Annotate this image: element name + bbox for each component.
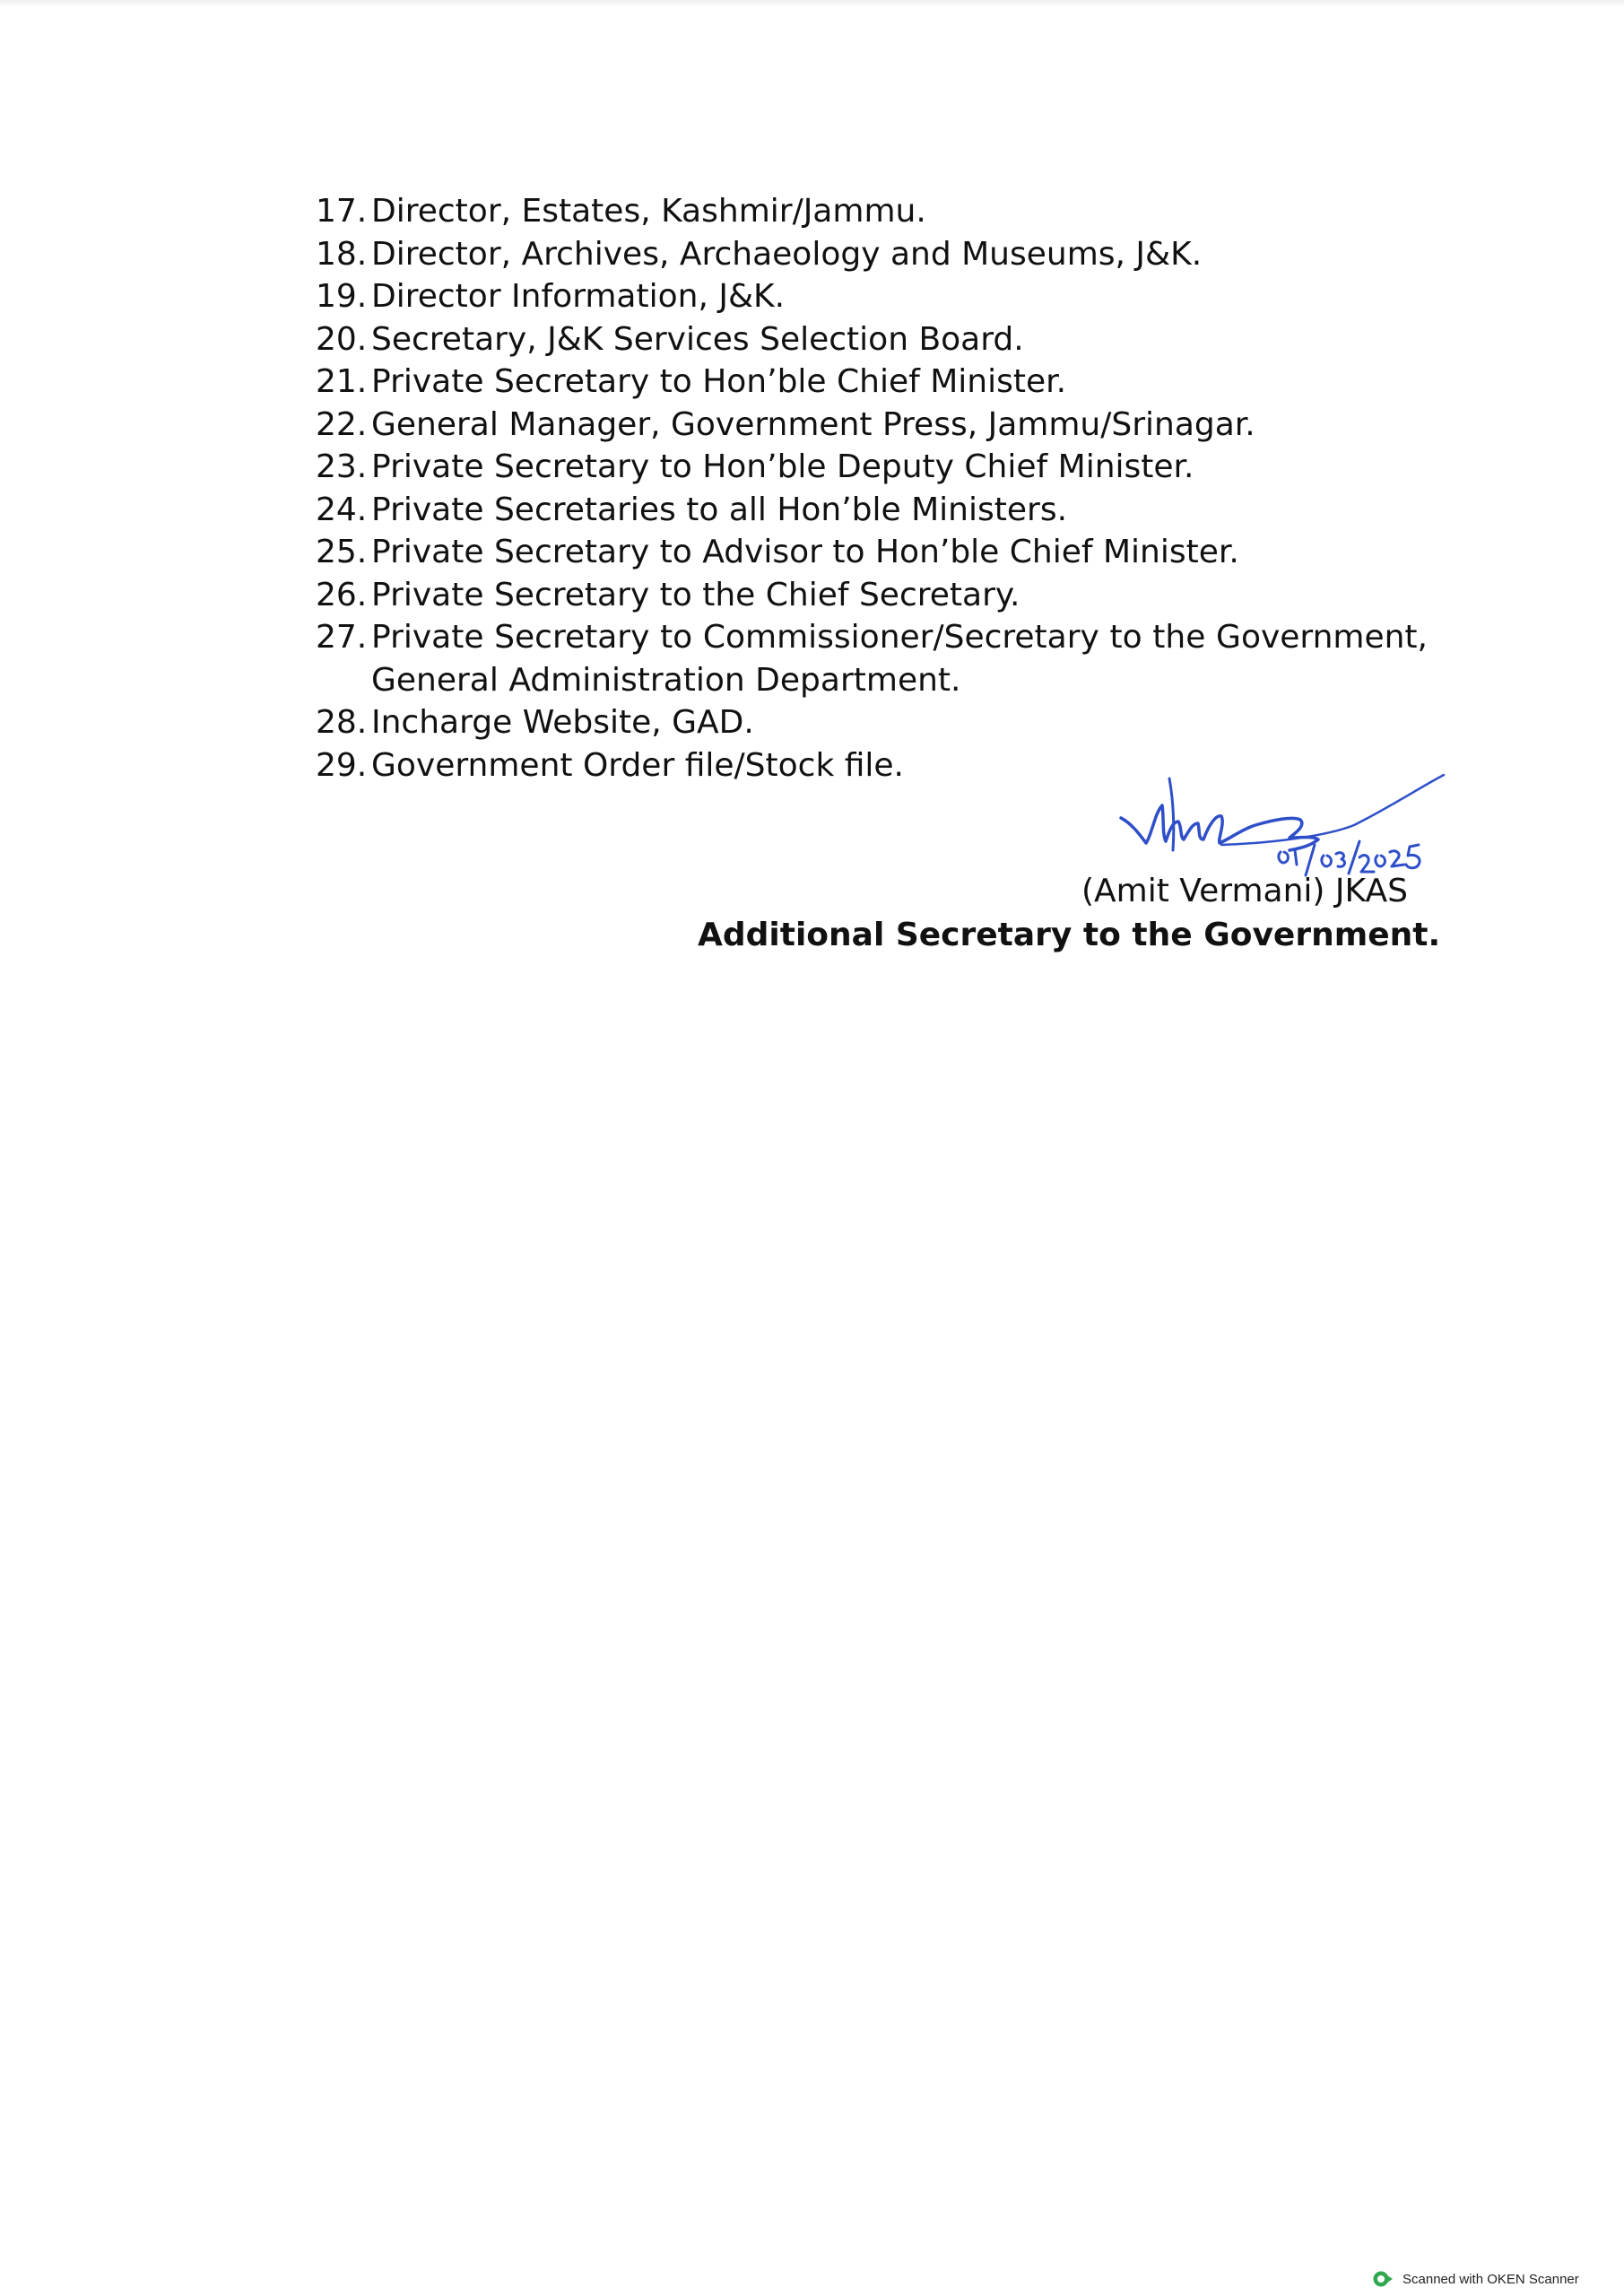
scanner-watermark	[1372, 2269, 1579, 2289]
list-item	[316, 404, 1428, 447]
list-item-number: 24.	[316, 491, 368, 528]
signature-flourish	[1221, 775, 1444, 845]
list-item-text: Secretary, J&K Services Selection Board.	[371, 320, 1024, 358]
list-item-text: Government Order file/Stock file.	[371, 746, 904, 784]
list-item	[316, 446, 1428, 489]
list-item	[316, 701, 1428, 744]
list-item-number: 22.	[316, 405, 368, 443]
list-item-number: 21.	[316, 363, 368, 400]
signature-stroke	[1169, 778, 1174, 850]
list-item-number: 28.	[316, 704, 368, 741]
list-item-text: Private Secretary to the Chief Secretary.	[371, 576, 1020, 613]
list-item-number: 18.	[316, 235, 368, 273]
distribution-list	[316, 190, 1428, 787]
list-item	[316, 531, 1428, 574]
list-item	[316, 233, 1428, 276]
list-item	[316, 574, 1428, 617]
list-item-text: Director Information, J&K.	[371, 278, 786, 315]
list-item-number: 29.	[316, 746, 368, 784]
list-item	[316, 318, 1428, 361]
list-item-number: 27.	[316, 619, 368, 656]
list-item-number: 23.	[316, 448, 368, 485]
list-item	[316, 275, 1428, 318]
list-item-text: Incharge Website, GAD.	[371, 704, 754, 741]
list-item	[316, 190, 1428, 233]
list-item	[316, 489, 1428, 532]
signatory-designation: Additional Secretary to the Government.	[698, 917, 1441, 953]
signatory-name: (Amit Vermani) JKAS	[1081, 873, 1408, 909]
list-item-text: Private Secretaries to all Hon’ble Ministers.	[371, 491, 1068, 528]
list-item-number: 26.	[316, 576, 368, 613]
list-item-text: General Manager, Government Press, Jammu/Srinagar.	[371, 405, 1255, 443]
list-item-text: Director, Estates, Kashmir/Jammu.	[371, 193, 926, 230]
signature-stroke	[1121, 805, 1318, 850]
scan-top-edge	[0, 0, 1624, 7]
list-item	[316, 616, 1428, 701]
list-item-text: Private Secretary to Hon’ble Deputy Chief Minister.	[371, 448, 1194, 485]
list-item-text: Private Secretary to Commissioner/Secretary to the Government, General Administration Department.	[371, 619, 1428, 699]
list-item-text: Director, Archives, Archaeology and Museums, J&K.	[371, 235, 1203, 273]
list-item-number: 17.	[316, 193, 368, 230]
scanner-watermark-text: Scanned with OKEN Scanner	[1403, 2271, 1579, 2287]
list-item	[316, 361, 1428, 404]
list-item-number: 19.	[316, 278, 368, 315]
list-item-text: Private Secretary to Hon’ble Chief Minister.	[371, 363, 1067, 400]
list-item-number: 20.	[316, 320, 368, 358]
list-item-text: Private Secretary to Advisor to Hon’ble Chief Minister.	[371, 534, 1239, 570]
oken-scanner-logo-icon	[1372, 2270, 1394, 2288]
list-item-number: 25.	[316, 534, 368, 570]
